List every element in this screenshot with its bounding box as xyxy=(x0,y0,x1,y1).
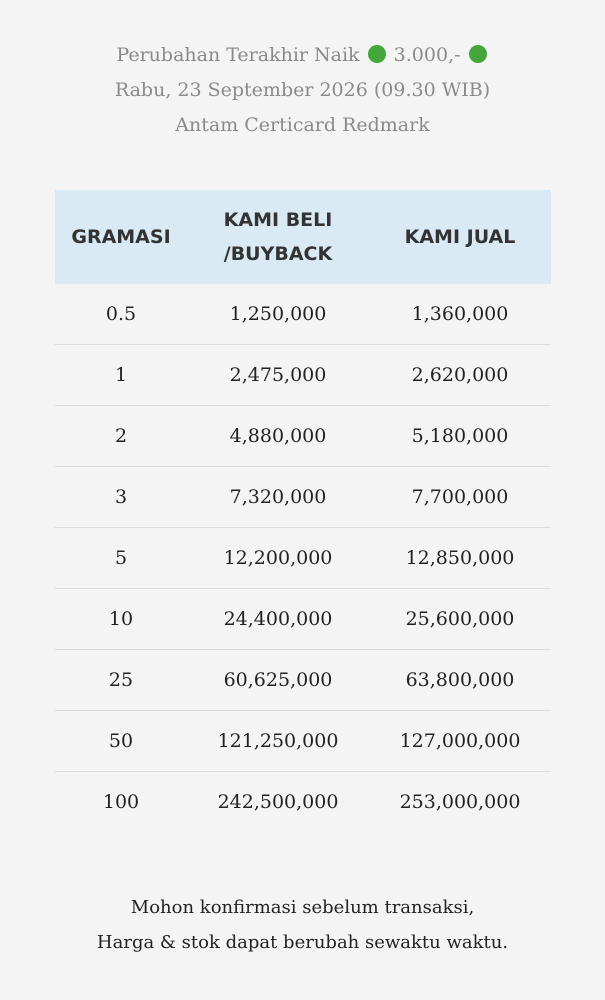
table-header xyxy=(55,190,551,284)
cell-gramasi: 10 xyxy=(108,608,134,630)
cell-gramasi: 2 xyxy=(114,425,128,447)
header-kami-beli xyxy=(187,203,369,271)
cell-gramasi: 1 xyxy=(114,364,128,386)
cell-kami-jual: 2,620,000 xyxy=(411,364,509,386)
cell-gramasi: 25 xyxy=(108,669,134,691)
product-name: Antam Certicard Redmark xyxy=(175,114,430,136)
cell-kami-beli: 2,475,000 xyxy=(229,364,327,386)
cell-kami-beli: 60,625,000 xyxy=(223,669,333,691)
header-kami-beli-line1: KAMI BELI xyxy=(223,209,333,231)
table-row xyxy=(55,772,551,832)
header-kami-beli-line2: /BUYBACK xyxy=(223,243,333,265)
header-kami-jual: KAMI JUAL xyxy=(404,226,516,248)
cell-kami-beli: 4,880,000 xyxy=(229,425,327,447)
disclaimer-line1: Mohon konfirmasi sebelum transaksi, xyxy=(130,897,475,918)
cell-kami-beli: 7,320,000 xyxy=(229,486,327,508)
cell-kami-beli: 1,250,000 xyxy=(229,303,327,325)
cell-kami-jual: 12,850,000 xyxy=(405,547,515,569)
cell-gramasi: 50 xyxy=(108,730,134,752)
table-row xyxy=(55,284,551,345)
table-row xyxy=(55,345,551,406)
cell-gramasi: 3 xyxy=(114,486,128,508)
price-update-header xyxy=(0,38,605,143)
cell-kami-beli: 24,400,000 xyxy=(223,608,333,630)
table-row xyxy=(55,711,551,772)
last-change-line xyxy=(0,38,605,73)
table-row xyxy=(55,406,551,467)
cell-kami-jual: 127,000,000 xyxy=(399,730,521,752)
green-dot-icon xyxy=(368,45,386,63)
table-row xyxy=(55,650,551,711)
cell-kami-jual: 25,600,000 xyxy=(405,608,515,630)
disclaimer-line2: Harga & stok dapat berubah sewaktu waktu. xyxy=(96,932,509,953)
cell-kami-jual: 253,000,000 xyxy=(399,791,521,813)
cell-kami-jual: 7,700,000 xyxy=(411,486,509,508)
green-dot-icon xyxy=(469,45,487,63)
cell-kami-beli: 121,250,000 xyxy=(217,730,339,752)
cell-gramasi: 100 xyxy=(102,791,140,813)
cell-kami-beli: 12,200,000 xyxy=(223,547,333,569)
cell-kami-jual: 5,180,000 xyxy=(411,425,509,447)
cell-kami-jual: 1,360,000 xyxy=(411,303,509,325)
table-row xyxy=(55,589,551,650)
table-body xyxy=(55,284,551,832)
last-change-amount: 3.000,- xyxy=(393,44,461,66)
price-table xyxy=(55,190,551,832)
cell-gramasi: 5 xyxy=(114,547,128,569)
cell-kami-beli: 242,500,000 xyxy=(217,791,339,813)
disclaimer xyxy=(0,890,605,960)
last-change-label: Perubahan Terakhir Naik xyxy=(116,44,360,66)
update-datetime: Rabu, 23 September 2026 (09.30 WIB) xyxy=(114,79,491,101)
table-row xyxy=(55,467,551,528)
header-gramasi: GRAMASI xyxy=(71,226,171,248)
cell-gramasi: 0.5 xyxy=(105,303,137,325)
cell-kami-jual: 63,800,000 xyxy=(405,669,515,691)
table-row xyxy=(55,528,551,589)
